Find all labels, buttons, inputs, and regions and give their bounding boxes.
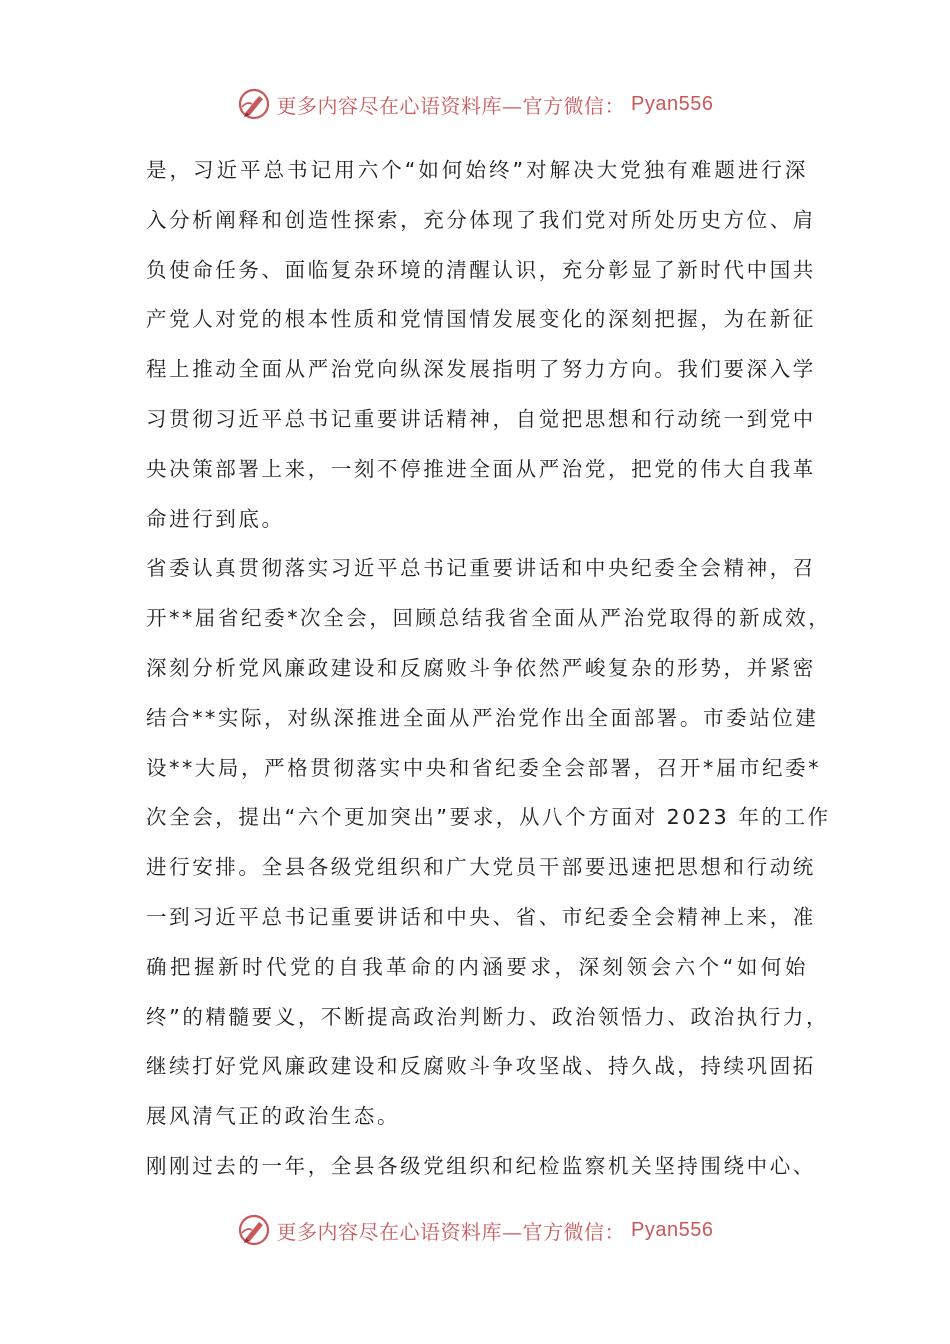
text-line: 命进行到底。 xyxy=(146,506,285,531)
header-banner xyxy=(237,87,714,121)
footer-banner xyxy=(237,1213,714,1247)
text-line: 产党人对党的根本性质和党情国情发展变化的深刻把握，为在新征 xyxy=(146,307,816,332)
paragraph-3 xyxy=(146,1142,816,1192)
header-wechat-id: Pyan556 xyxy=(631,92,714,115)
pen-logo-icon xyxy=(237,87,271,121)
pen-logo-icon xyxy=(237,1213,271,1247)
text-line: 确把握新时代党的自我革命的内涵要求，深刻领会六个“如何始 xyxy=(146,954,808,979)
text-line: 终”的精髓要义，不断提高政治判断力、政治领悟力、政治执行力， xyxy=(146,1004,830,1029)
text-line: 省委认真贯彻落实习近平总书记重要讲话和中央纪委全会精神，召 xyxy=(146,556,816,581)
text-line: 深刻分析党风廉政建设和反腐败斗争依然严峻复杂的形势，并紧密 xyxy=(146,655,816,680)
page-footer xyxy=(0,1210,950,1250)
footer-wechat-id: Pyan556 xyxy=(631,1218,714,1241)
footer-banner-text: 更多内容尽在心语资料库—官方微信： xyxy=(276,1219,626,1244)
page-header xyxy=(0,84,950,124)
text-line: 开**届省纪委*次全会，回顾总结我省全面从严治党取得的新成效， xyxy=(146,606,832,631)
header-banner-text: 更多内容尽在心语资料库—官方微信： xyxy=(276,93,626,118)
text-line: 展风清气正的政治生态。 xyxy=(146,1104,401,1129)
text-line: 刚刚过去的一年，全县各级党组织和纪检监察机关坚持围绕中心、 xyxy=(146,1153,816,1178)
text-line: 一到习近平总书记重要讲话和中央、省、市纪委全会精神上来，准 xyxy=(146,904,816,929)
text-line: 程上推动全面从严治党向纵深发展指明了努力方向。我们要深入学 xyxy=(146,357,816,382)
text-line: 负使命任务、面临复杂环境的清醒认识，充分彰显了新时代中国共 xyxy=(146,257,816,282)
text-line: 设**大局，严格贯彻落实中央和省纪委全会部署，召开*届市纪委* xyxy=(146,755,822,780)
text-line: 入分析阐释和创造性探索，充分体现了我们党对所处历史方位、肩 xyxy=(146,207,816,232)
text-line: 次全会，提出“六个更加突出”要求，从八个方面对 2023 年的工作 xyxy=(146,805,831,830)
text-line: 结合**实际，对纵深推进全面从严治党作出全面部署。市委站位建 xyxy=(146,705,819,730)
text-line: 习贯彻习近平总书记重要讲话精神，自觉把思想和行动统一到党中 xyxy=(146,406,816,431)
text-line: 是，习近平总书记用六个“如何始终”对解决大党独有难题进行深 xyxy=(146,158,808,182)
paragraph-1 xyxy=(146,146,816,544)
text-line: 进行安排。全县各级党组织和广大党员干部要迅速把思想和行动统 xyxy=(146,855,816,880)
document-body xyxy=(146,146,832,1192)
paragraph-2 xyxy=(146,544,832,1142)
text-line: 继续打好党风廉政建设和反腐败斗争攻坚战、持久战，持续巩固拓 xyxy=(146,1054,816,1079)
text-line: 央决策部署上来，一刻不停推进全面从严治党，把党的伟大自我革 xyxy=(146,456,816,481)
